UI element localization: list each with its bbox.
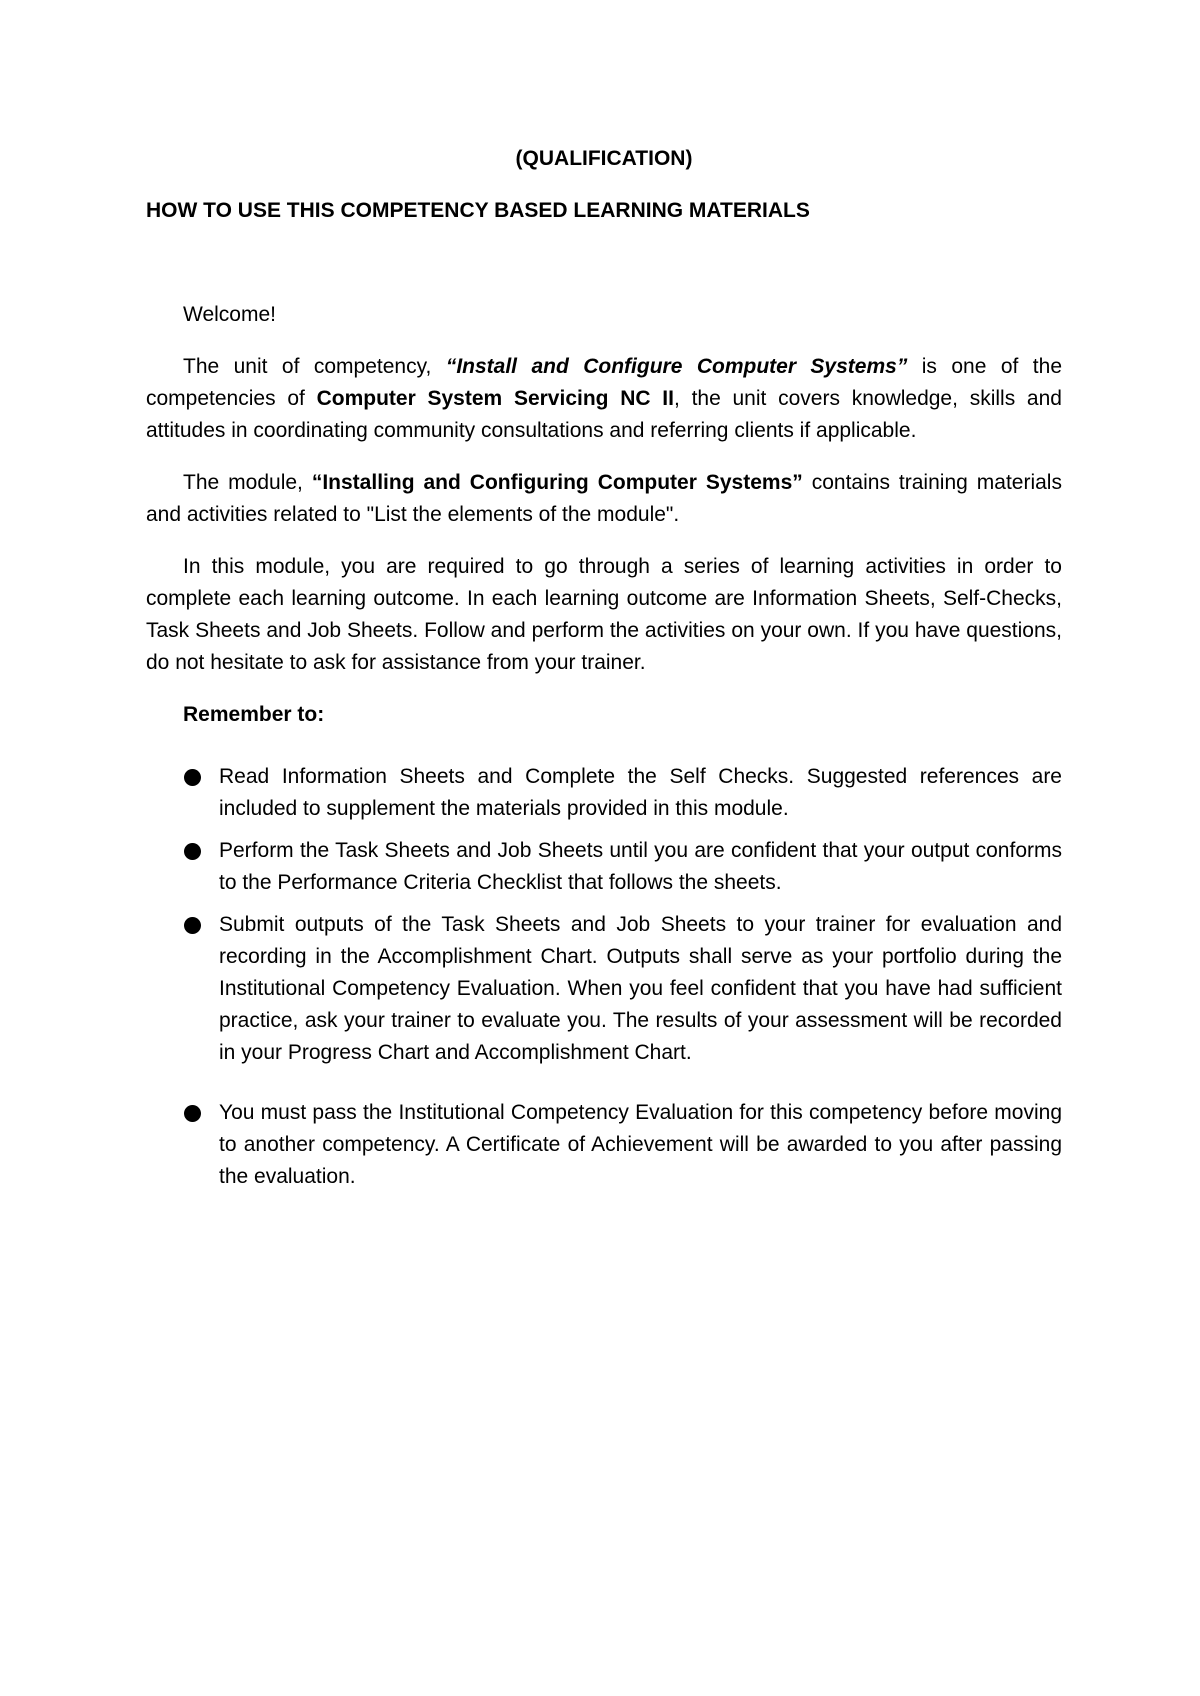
list-item [146, 909, 1062, 1069]
intro-paragraph-activities: In this module, you are required to go through a series of learning activities in order to complete each learning outcome. In each learning outcome are Information Sheets, Self-Checks, Task Sheets and Job Sheets. Follow and perform the activities on your own. If you have questions, do not hesitate to ask for assistance from your trainer. [146, 555, 1062, 674]
intro-paragraph-module [146, 467, 1062, 531]
qualification-name: Computer System Servicing NC II [316, 387, 674, 410]
list-item [146, 1097, 1062, 1193]
reminder-list [146, 761, 1062, 1193]
list-item [146, 761, 1062, 825]
bullet-dot-icon [184, 1105, 201, 1122]
para1-text-3: is one of the competencies of [146, 355, 1062, 410]
module-title: “Installing and Configuring Computer Systems” [311, 471, 803, 494]
para1-text-1: The unit of competency, [183, 355, 446, 378]
bullet-dot-icon [184, 843, 201, 860]
welcome-text: Welcome! [183, 303, 276, 326]
unit-of-competency-title: “Install and Configure Computer Systems” [445, 355, 908, 378]
page-heading: HOW TO USE THIS COMPETENCY BASED LEARNING MATERIALS [146, 199, 810, 222]
document-page [146, 143, 1062, 1203]
bullet-dot-icon [184, 769, 201, 786]
para2-text-3: contains training materials and activities related to "List the elements of the module". [146, 471, 1062, 526]
remember-heading: Remember to: [183, 703, 325, 726]
list-item [146, 835, 1062, 899]
list-item-text: You must pass the Institutional Competency Evaluation for this competency before moving to another competency. A Certificate of Achievement will be awarded to you after passing the evaluation. [219, 1101, 1062, 1188]
para2-text-1: The module, [183, 471, 312, 494]
intro-paragraph-unit [146, 351, 1062, 447]
list-item-text: Perform the Task Sheets and Job Sheets until you are confident that your output conforms to the Performance Criteria Checklist that follows the sheets. [219, 839, 1062, 894]
qualification-title: (QUALIFICATION) [515, 147, 693, 170]
para1-text-5: , the unit covers knowledge, skills and attitudes in coordinating community consultations and referring clients if applicable. [146, 387, 1062, 442]
list-item-text: Read Information Sheets and Complete the Self Checks. Suggested references are included to supplement the materials provided in this module. [219, 765, 1062, 820]
list-item-text: Submit outputs of the Task Sheets and Job Sheets to your trainer for evaluation and recording in the Accomplishment Chart. Outputs shall serve as your portfolio during the Institutional Competency Evaluation. When you feel confident that you have had sufficient practice, ask your trainer to evaluate you. The results of your assessment will be recorded in your Progress Chart and Accomplishment Chart. [219, 913, 1062, 1064]
bullet-dot-icon [184, 917, 201, 934]
